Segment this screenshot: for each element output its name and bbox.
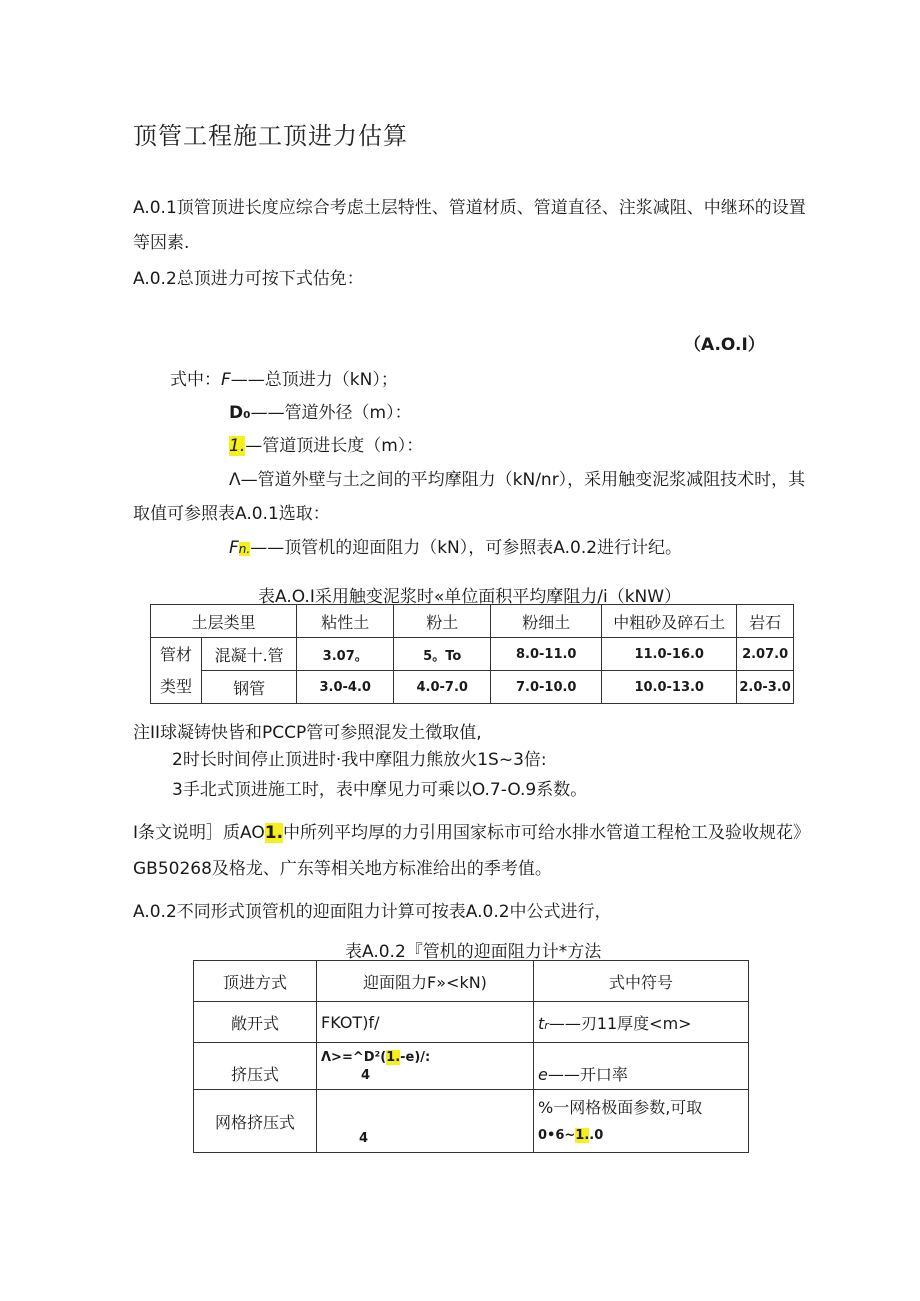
where-line-L (229, 431, 423, 456)
table-cell: 5。To (394, 638, 491, 671)
table-row (151, 605, 794, 638)
pipe-type-label: 管材 类型 (151, 638, 202, 704)
table-cell: 7.0-10.0 (491, 671, 602, 704)
symbol-cell: tr——刃11厚度<m> (534, 1002, 749, 1043)
table-cell: 11.0-16.0 (602, 638, 737, 671)
column-header: 粉土 (394, 605, 491, 638)
var-Fn-desc: ——顶管机的迎面阻力（kN），可参照表A.0.2进行计纪。 (250, 538, 683, 558)
note-3: 3手北式顶进施工时，表中摩见力可乘以O.7-O.9系数。 (172, 780, 588, 800)
method-cell: 敞开式 (194, 1002, 317, 1043)
var-D0-symbol: D₀ (229, 403, 251, 423)
table-cell: 4.0-7.0 (394, 671, 491, 704)
where-line-A: Λ—管道外壁与土之间的平均摩阻力（kN∕nr），采用触变泥浆减阻技术时，其 (229, 470, 806, 490)
var-Fn-symbol: F (229, 538, 239, 558)
table1-caption: 表A.O.I采用触变泥浆时«单位面积平均摩阻力/i（kNW） (258, 587, 682, 607)
table-cell: 3.0-4.0 (297, 671, 394, 704)
explanation-line-2: GB50268及格龙、广东等相关地方标准给出的季考值。 (133, 859, 552, 879)
method-cell: 挤压式 (194, 1043, 317, 1090)
table-row (194, 1090, 749, 1153)
where-line-D0 (229, 398, 412, 423)
var-Fn-subscript: n. (238, 542, 251, 556)
material-cell: 钢管 (202, 671, 297, 704)
page-title: 顶管工程施工顶进力估算 (133, 122, 408, 150)
where-line-Fn (229, 533, 682, 558)
clause-a02: A.0.2总顶进力可按下式估免： (133, 269, 364, 289)
formula-cell: 4 (317, 1090, 534, 1153)
where-line-F (170, 365, 398, 390)
table-row (194, 1043, 749, 1090)
soil-header: 土层类里 (151, 605, 297, 638)
column-header: 粉细土 (491, 605, 602, 638)
clause-a02b: A.0.2不同形式顶管机的迎面阻力计算可按表A.0.2中公式进行， (133, 902, 612, 922)
table2-caption: 表A.0.2『管机的迎面阻力计*方法 (345, 942, 602, 962)
table-row (194, 1002, 749, 1043)
formula-cell: FKOT)f/ (317, 1002, 534, 1043)
table-row (151, 671, 794, 704)
column-header: 中粗砂及碎石土 (602, 605, 737, 638)
table-cell: 2.0-3.0 (737, 671, 794, 704)
formula-cell: Λ>=^D²(1.-e)/: 4 (317, 1043, 534, 1090)
method-cell: 网格挤压式 (194, 1090, 317, 1153)
table-row (194, 961, 749, 1002)
table-cell: 2.07.0 (737, 638, 794, 671)
note-2: 2时长时间停止顶进时·我中摩阻力熊放火1S~3倍: (172, 750, 547, 770)
explanation-highlight: 1. (264, 823, 284, 843)
where-line-A-cont: 取值可参照表A.0.1选取： (133, 504, 330, 524)
explanation-line: I条文说明］质AO1.中所列平均厚的力引用国家标市可给水排水管道工程枪工及验收规花》 (133, 823, 811, 843)
column-header: 式中符号 (534, 961, 749, 1002)
formula-label: （A.O.I） (684, 335, 765, 355)
table-cell: 8.0-11.0 (491, 638, 602, 671)
clause-a01-cont: 等因素. (133, 233, 190, 253)
note-1: 注II球凝铸快皆和PCCP管可参照混发土徵取值, (133, 723, 482, 743)
table-row (151, 638, 794, 671)
where-prefix: 式中： (170, 370, 221, 390)
table-cell: 10.0-13.0 (602, 671, 737, 704)
column-header: 粘性土 (297, 605, 394, 638)
friction-table (150, 604, 794, 704)
column-header: 迎面阻力F»<kN) (317, 961, 534, 1002)
clause-a01: A.0.1顶管顶进长度应综合考虑土层特性、管道材质、管道直径、注浆减阻、中继环的设置 (133, 198, 806, 218)
symbol-cell: e——开口率 (534, 1043, 749, 1090)
var-F-desc: ——总顶进力（kN）； (230, 370, 398, 390)
column-header: 顶进方式 (194, 961, 317, 1002)
resistance-table (193, 960, 749, 1153)
var-L-symbol: 1. (229, 436, 246, 456)
column-header: 岩石 (737, 605, 794, 638)
var-L-desc: —管道顶进长度（m）： (245, 436, 424, 456)
material-cell: 混凝十.管 (202, 638, 297, 671)
symbol-cell: %一网格极面参数,可取 0•6~1..0 (534, 1090, 749, 1153)
var-F-symbol: F (221, 370, 231, 390)
table-cell: 3.07。 (297, 638, 394, 671)
var-D0-desc: ——管道外径（m）： (250, 403, 412, 423)
